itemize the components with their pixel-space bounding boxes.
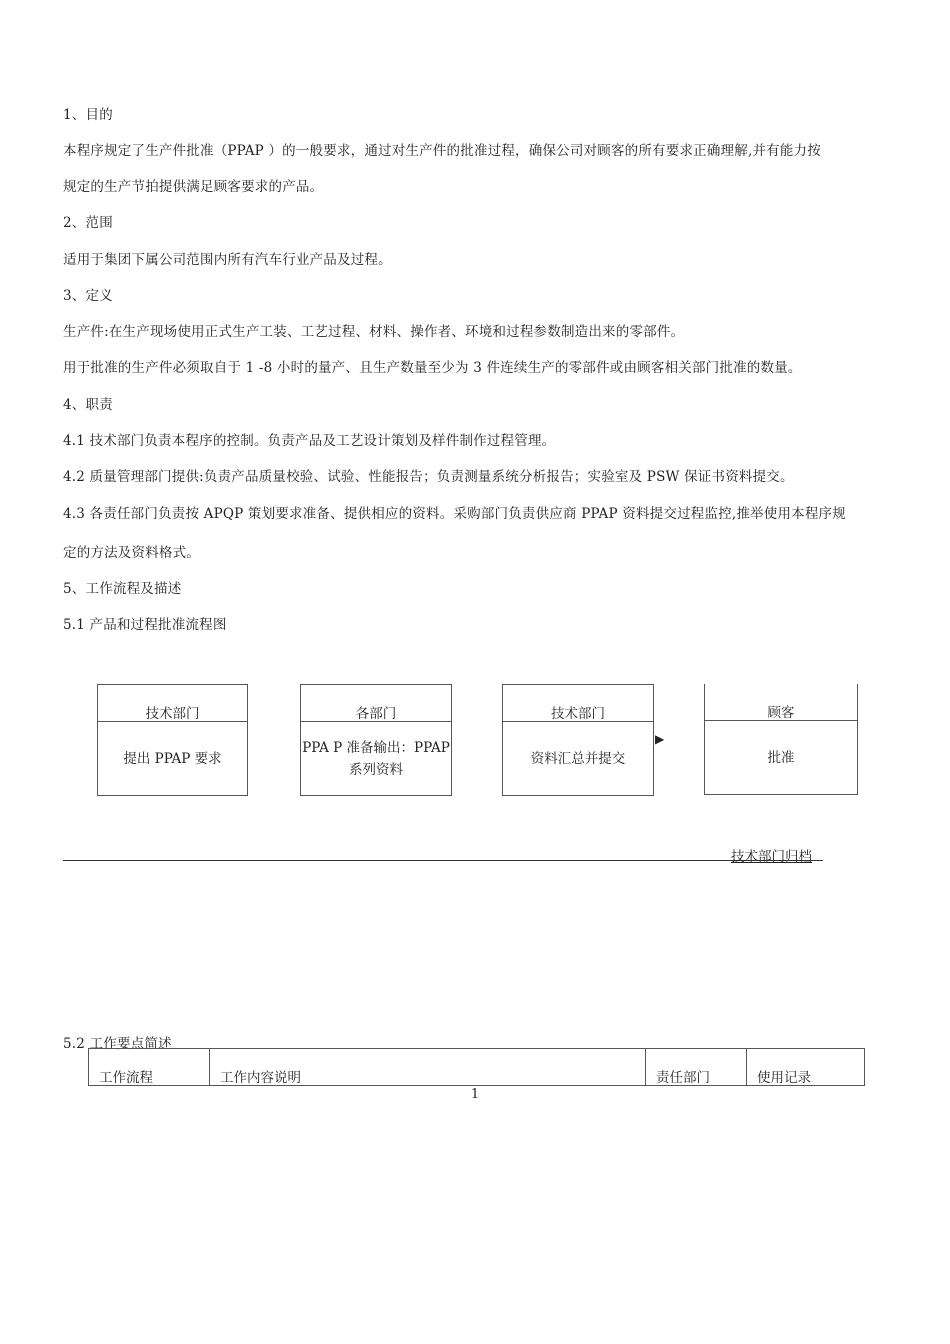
flow-box-body: 资料汇总并提交 [530,750,626,767]
section-4-1: 4.1 技术部门负责本程序的控制。负责产品及工艺设计策划及样件制作过程管理。 [63,433,556,449]
table-header-cell: 工作流程 [89,1049,210,1086]
section-3-title: 3、定义 [63,288,113,304]
section-4-3-line2: 定的方法及资料格式。 [63,545,200,561]
flow-box-body: 批准 [767,749,795,766]
flow-box-head: 顾客 [767,704,795,721]
section-5-1-title: 5.1 产品和过程批准流程图 [63,617,227,633]
flow-box-body: 提出 PPAP 要求 [123,750,222,767]
flow-box-customer-approve [704,684,858,795]
table-header-cell: 工作内容说明 [210,1049,646,1086]
page-number: 1 [470,1087,480,1102]
section-5-title: 5、工作流程及描述 [63,581,182,597]
section-2-title: 2、范围 [63,215,113,231]
section-3-paragraph: 用于批准的生产件必须取自于 1 -8 小时的量产、且生产数量至少为 3 件连续生产的零部件或由顾客相关部门批准的数量。 [63,360,802,376]
section-5-2-title: 5.2 工作要点简述 [63,1036,172,1052]
flow-box-head: 各部门 [355,705,397,722]
flow-box-departments-prepare [300,684,452,796]
section-1-paragraph-line1: 本程序规定了生产件批准（PPAP ）的一般要求，通过对生产件的批准过程，确保公司对顾客的所有要求正确理解,并有能力按 [63,143,821,159]
section-4-3-line1: 4.3 各责任部门负责按 APQP 策划要求准备、提供相应的资料。采购部门负责供应商 PPAP 资料提交过程监控,推举使用本程序规 [63,506,846,522]
flow-arrow-right-icon: ▶ [655,732,665,746]
section-1-title: 1、目的 [63,107,113,123]
section-2-paragraph: 适用于集团下属公司范围内所有汽车行业产品及过程。 [63,252,392,268]
section-1-paragraph-line2: 规定的生产节拍提供满足顾客要求的产品。 [63,179,324,195]
flowchart-divider-line [63,860,823,861]
flow-box-body-line2: 系列资料 [348,761,403,778]
table-header-cell: 使用记录 [747,1049,865,1086]
table-header-row [89,1049,865,1086]
flow-archive-label: 技术部门归档 [731,849,812,865]
flow-box-tech-request [97,684,248,796]
section-4-title: 4、职责 [63,397,113,413]
work-points-table [88,1048,865,1086]
section-3-definition: 生产件:在生产现场使用正式生产工装、工艺过程、材料、操作者、环境和过程参数制造出来的零部件。 [63,324,685,340]
flow-box-body-line1: PPA P 准备输出：PPAP [302,739,450,756]
flow-box-head: 技术部门 [551,705,605,722]
table-header-cell: 责任部门 [646,1049,747,1086]
flow-box-tech-submit [502,684,654,796]
flow-box-head: 技术部门 [145,705,200,722]
section-4-2: 4.2 质量管理部门提供:负责产品质量校验、试验、性能报告；负责测量系统分析报告；实验室及 PSW 保证书资料提交。 [63,469,794,485]
